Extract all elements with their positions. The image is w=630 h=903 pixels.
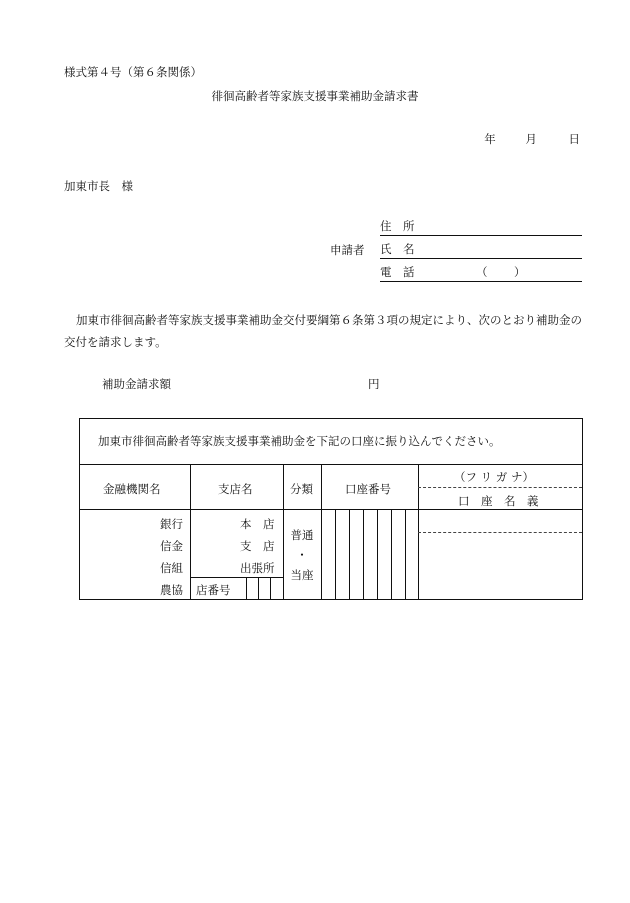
phone-paren-open: （: [476, 265, 488, 279]
institution-type-shinkin: 信金: [160, 539, 183, 553]
col-divider: [321, 464, 322, 600]
header-branch: 支店名: [218, 482, 253, 496]
phone-field[interactable]: [380, 263, 582, 282]
col-divider: [190, 464, 191, 600]
branch-digit-box[interactable]: [258, 577, 259, 600]
account-holder-furigana-divider: [418, 532, 582, 533]
account-type-separator: ・: [296, 548, 308, 562]
institution-type-bank: 銀行: [160, 517, 183, 531]
branch-type-office: 出張所: [240, 561, 275, 575]
header-institution: 金融機関名: [103, 482, 161, 496]
address-field[interactable]: [380, 217, 582, 236]
phone-label: 電 話: [380, 265, 415, 279]
bank-instruction: 加東市徘徊高齢者等家族支援事業補助金を下記の口座に振り込んでください。: [98, 434, 501, 448]
date-month-label: 月: [525, 132, 537, 146]
address-label: 住 所: [380, 219, 415, 233]
institution-type-nokyo: 農協: [160, 583, 183, 597]
account-type-options[interactable]: [283, 525, 321, 585]
branch-digit-box[interactable]: [246, 577, 247, 600]
branch-digit-box[interactable]: [270, 577, 271, 600]
account-type-current: 当座: [290, 568, 314, 582]
account-digit-box[interactable]: [349, 509, 350, 600]
branch-type-branch: 支 店: [240, 539, 275, 553]
form-number: 様式第４号（第６条関係）: [64, 65, 202, 79]
name-label: 氏 名: [380, 242, 415, 256]
date-day-label: 日: [568, 132, 580, 146]
account-digit-box[interactable]: [391, 509, 392, 600]
branch-type-main: 本 店: [240, 517, 275, 531]
name-field[interactable]: [380, 240, 582, 259]
account-digit-box[interactable]: [335, 509, 336, 600]
document-title: 徘徊高齢者等家族支援事業補助金請求書: [211, 89, 419, 103]
account-digit-box[interactable]: [377, 509, 378, 600]
addressee: 加東市長 様: [64, 179, 133, 193]
account-digit-box[interactable]: [363, 509, 364, 600]
header-furigana: （フ リ ガ ナ）: [454, 470, 534, 484]
account-digit-box[interactable]: [405, 509, 406, 600]
header-type: 分類: [290, 482, 313, 496]
phone-paren-close: ）: [514, 265, 526, 279]
bank-account-table: [79, 418, 583, 600]
request-statement: 加東市徘徊高齢者等家族支援事業補助金交付要綱第６条第３項の規定により、次のとおり補助金の交付を請求します。: [64, 313, 582, 349]
applicant-label: 申請者: [330, 243, 365, 257]
date-row: [464, 131, 580, 147]
amount-label: 補助金請求額: [102, 377, 171, 391]
header-divider: [80, 509, 582, 510]
institution-type-shinkumi: 信組: [160, 561, 183, 575]
header-account-number: 口座番号: [345, 482, 391, 496]
account-type-ordinary: 普通: [290, 528, 314, 542]
branch-number-label: 店番号: [196, 583, 231, 597]
amount-unit: 円: [368, 377, 380, 391]
bank-instruction-row: [80, 419, 582, 465]
furigana-divider: [418, 487, 582, 488]
header-account-holder: 口 座 名 義: [458, 494, 539, 508]
date-year-label: 年: [484, 132, 496, 146]
